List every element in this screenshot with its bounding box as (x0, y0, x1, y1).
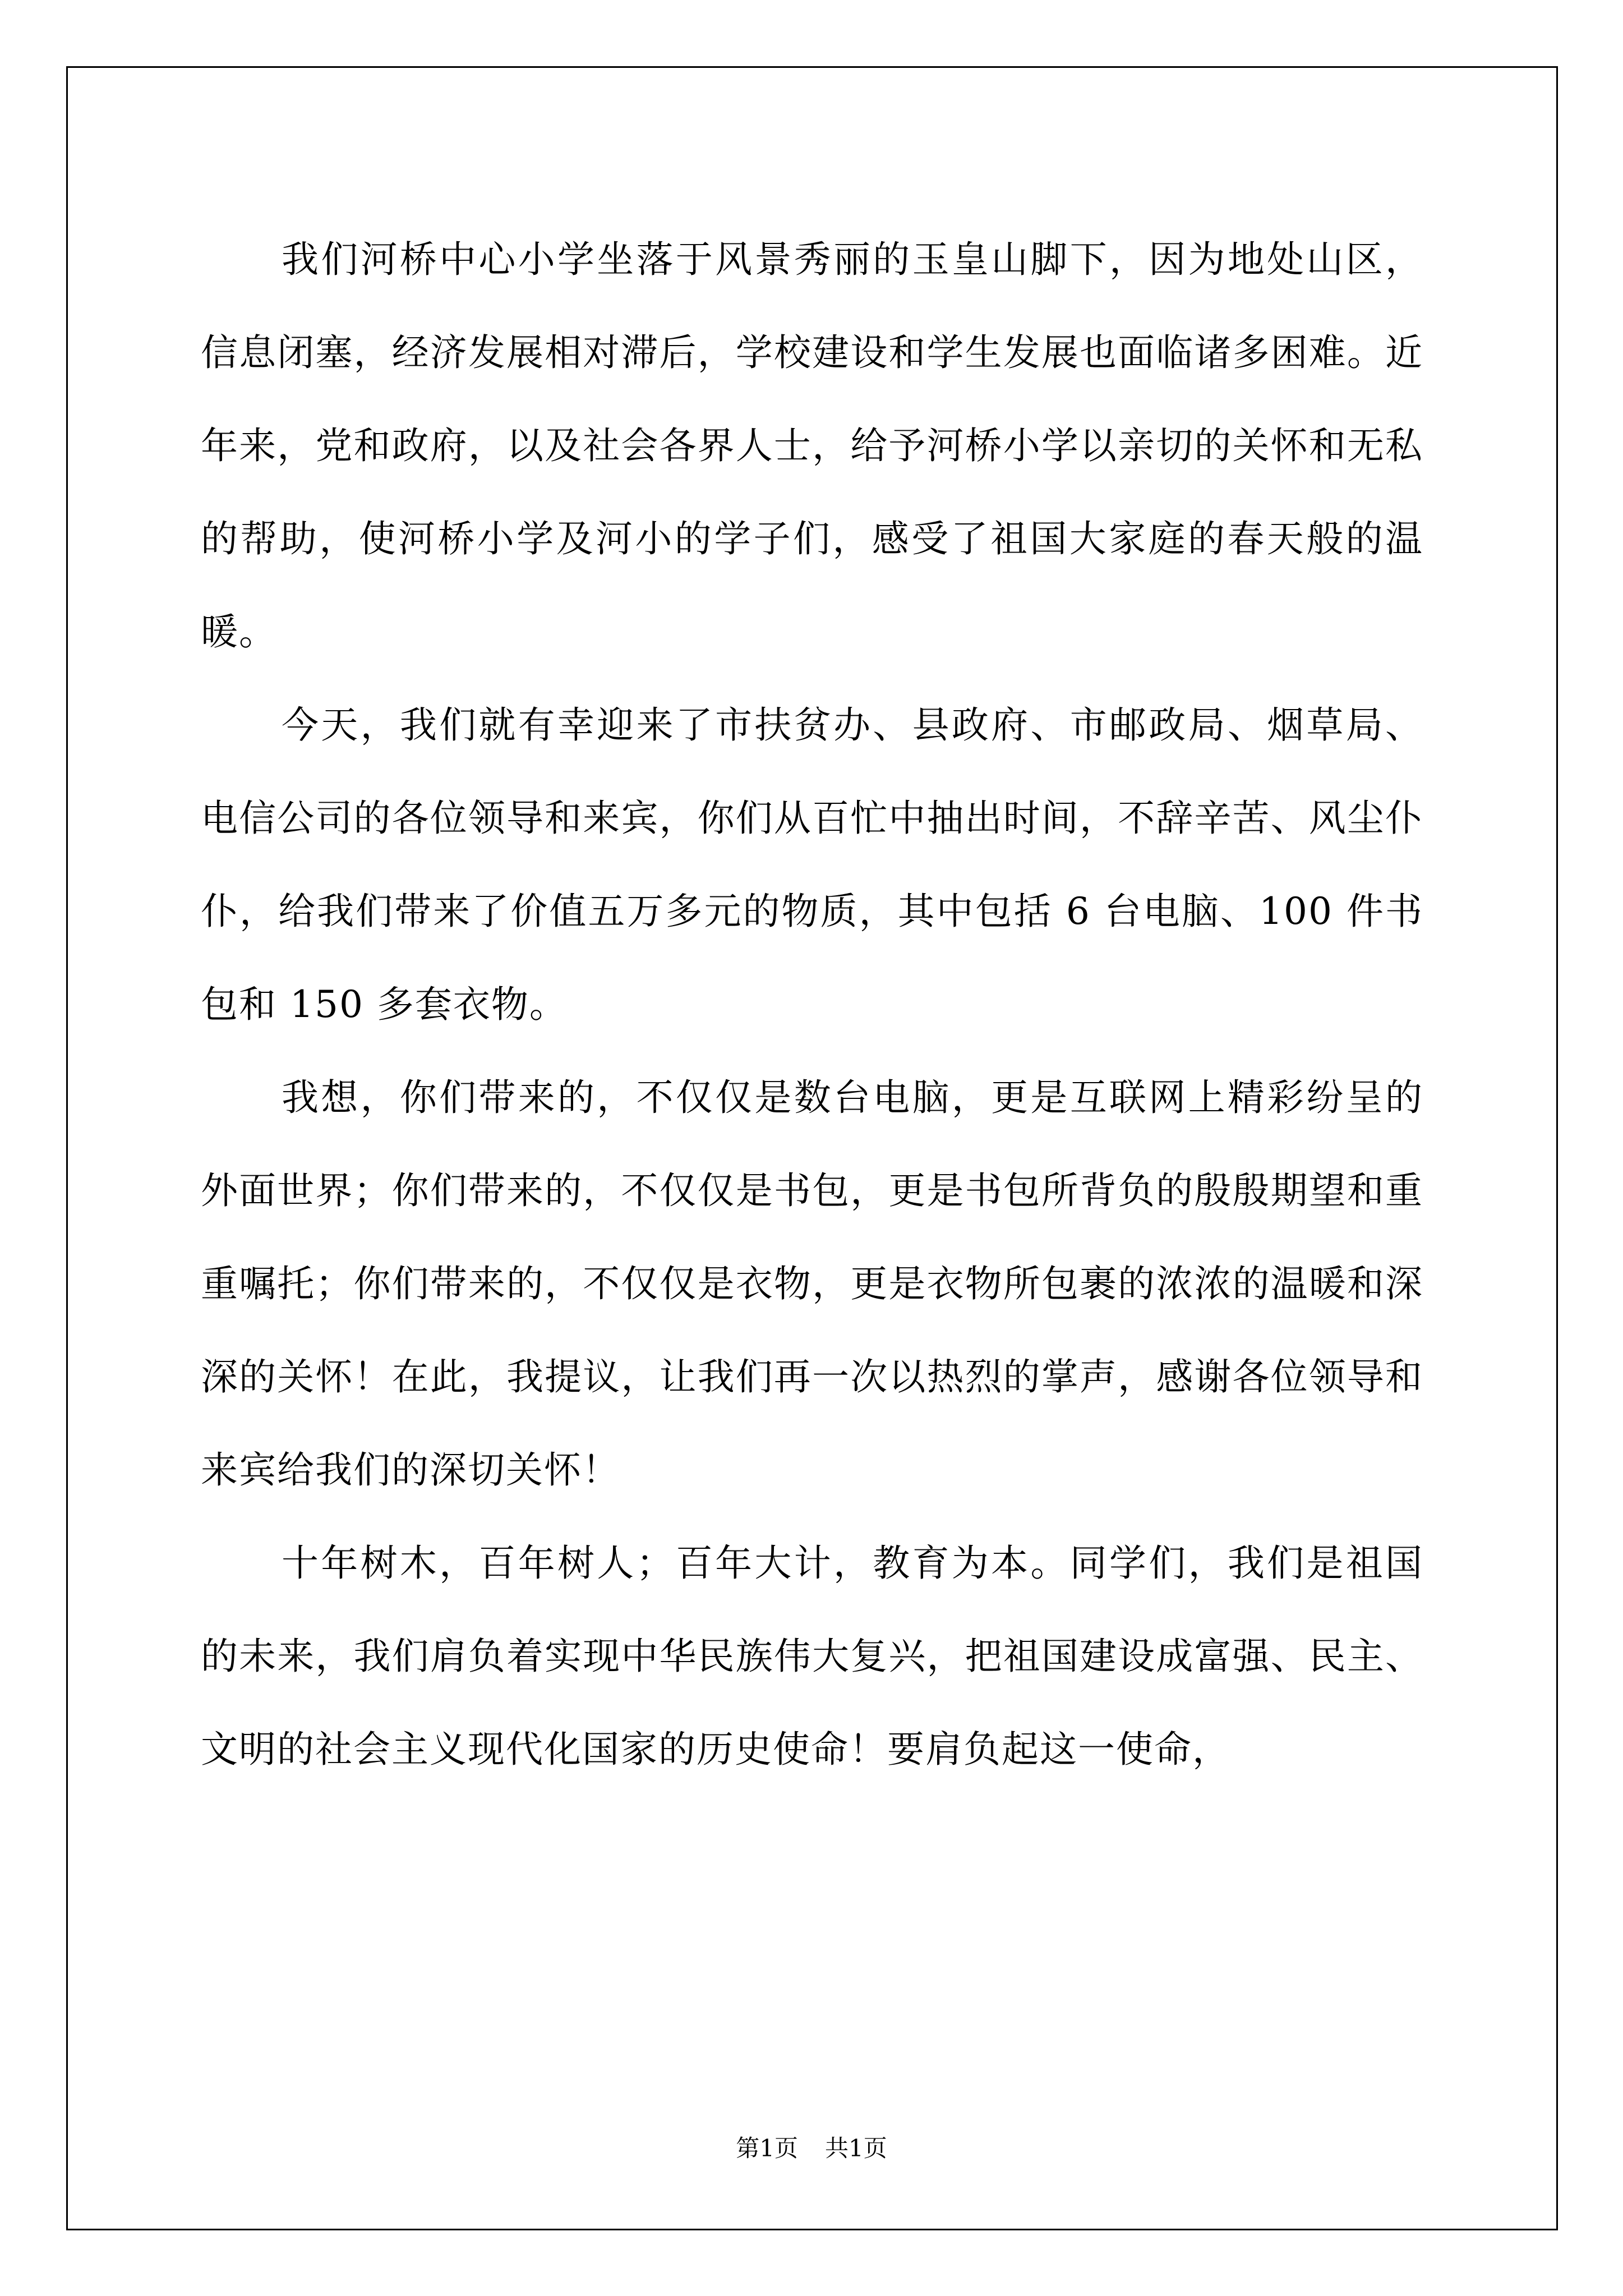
page-total: 共1页 (825, 2134, 887, 2162)
page-number: 第1页 (736, 2134, 798, 2162)
page-footer (0, 2132, 1623, 2165)
paragraph-4: 十年树木，百年树人；百年大计，教育为本。同学们，我们是祖国的未来，我们肩负着实现中华民族伟大复兴，把祖国建设成富强、民主、文明的社会主义现代化国家的历史使命！要肩负起这一使命， (201, 1542, 1423, 1771)
paragraph-1: 我们河桥中心小学坐落于风景秀丽的玉皇山脚下，因为地处山区，信息闭塞，经济发展相对滞后，学校建设和学生发展也面临诸多困难。近年来，党和政府，以及社会各界人士，给予河桥小学以亲切的关怀和无私的帮助，使河桥小学及河小的学子们，感受了祖国大家庭的春天般的温暖。 (201, 238, 1423, 654)
paragraph-2: 今天，我们就有幸迎来了市扶贫办、县政府、市邮政局、烟草局、电信公司的各位领导和来宾，你们从百忙中抽出时间，不辞辛苦、风尘仆仆，给我们带来了价值五万多元的物质，其中包括 6 台电脑、100 件书包和 150 多套衣物。 (201, 703, 1423, 1026)
paragraph-3: 我想，你们带来的，不仅仅是数台电脑，更是互联网上精彩纷呈的外面世界；你们带来的，不仅仅是书包，更是书包所背负的殷殷期望和重重嘱托；你们带来的，不仅仅是衣物，更是衣物所包裹的浓浓的温暖和深深的关怀！在此，我提议，让我们再一次以热烈的掌声，感谢各位领导和来宾给我们的深切关怀！ (201, 1076, 1423, 1492)
document-body (201, 213, 1423, 1796)
